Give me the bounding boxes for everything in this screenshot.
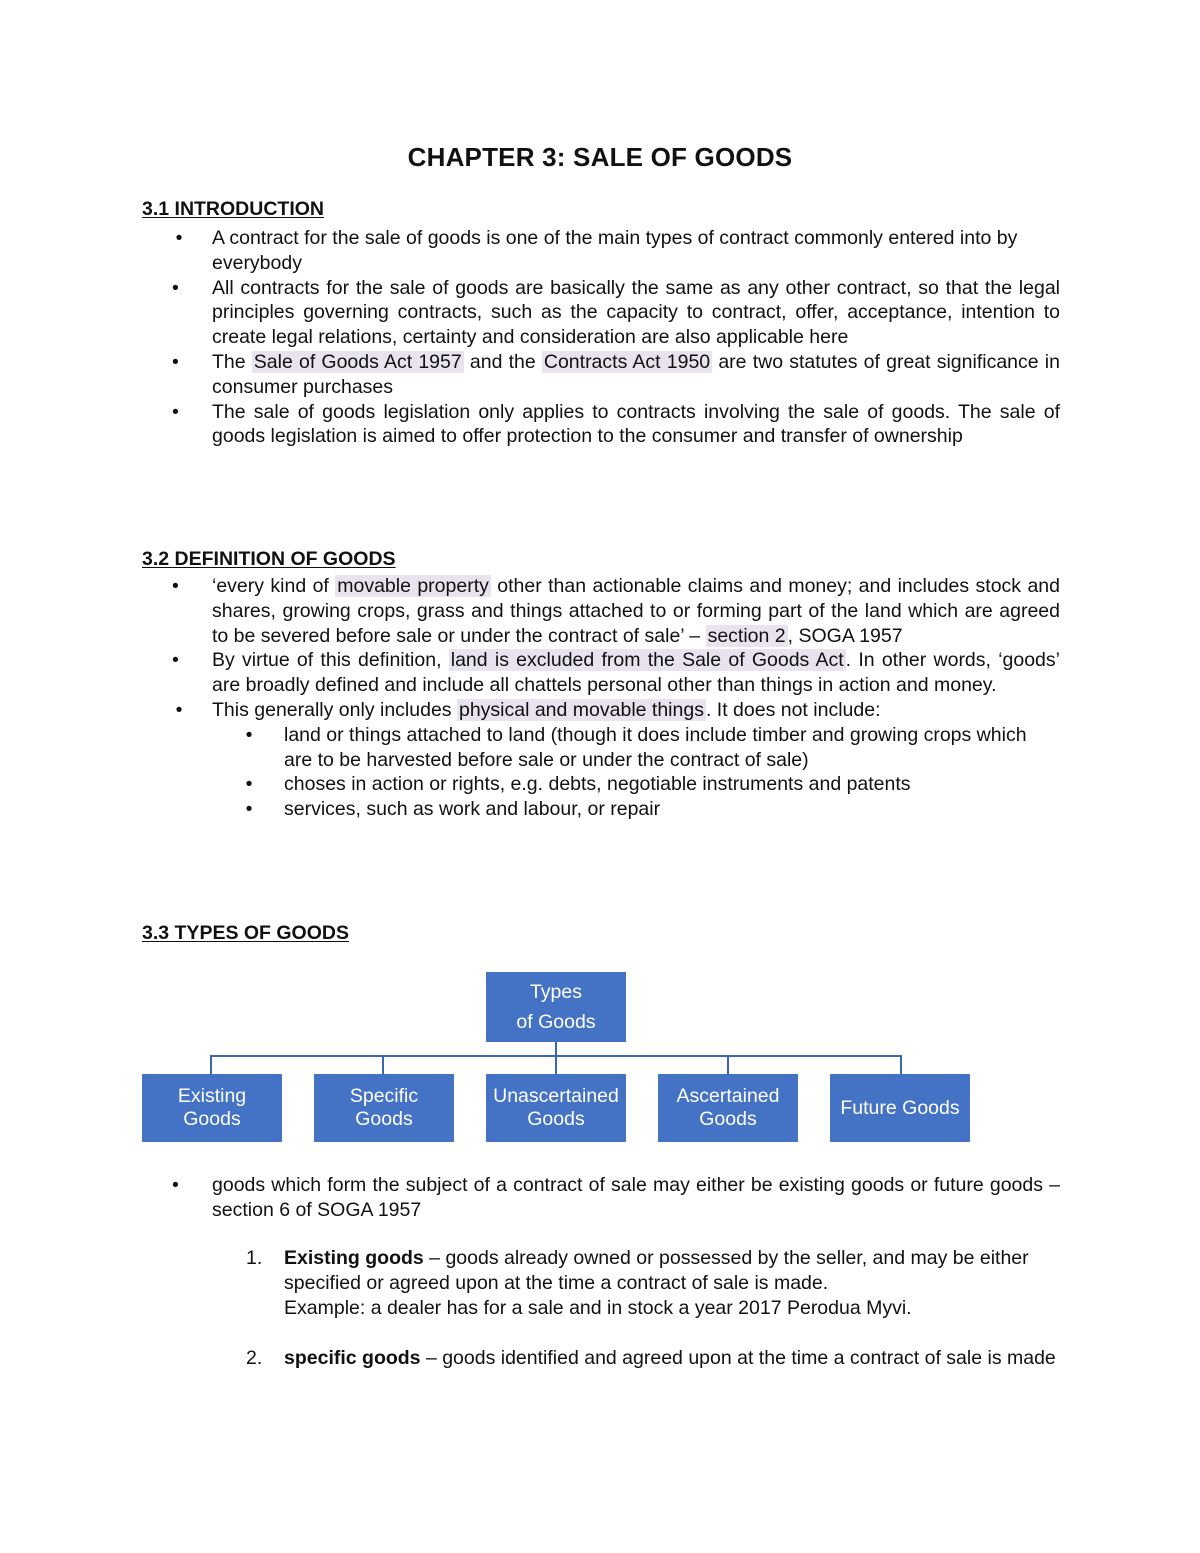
numbered-item-specific-goods: 2. specific goods – goods identified and agreed upon at the time a contract of sale is made (246, 1347, 1056, 1369)
sub-list-item: • services, such as work and labour, or repair (142, 797, 1060, 822)
list-item: • This generally only includes physical and movable things . It does not include: • land or things attached to land (though it does include timber and growing crops which are to be harvested before sale or under the contract of sale) • choses in action or rights, e.g. debts, negotiable instruments and patents • services, such as work and labour, or repair (142, 698, 1060, 822)
bullet-icon: • (172, 649, 179, 672)
sub-list-item: • land or things attached to land (though it does include timber and growing crops which are to be harvested before sale or under the contract of sale) (142, 723, 1060, 773)
connector-line (382, 1055, 384, 1074)
list-item: • goods which form the subject of a contract of sale may either be existing goods or future goods – section 6 of SOGA 1957 (172, 1174, 1060, 1221)
connector-line (555, 1055, 557, 1074)
bullet-icon: • (245, 798, 253, 821)
section-heading-introduction: 3.1 INTRODUCTION (142, 198, 325, 220)
introduction-list (142, 226, 1060, 449)
list-item: • The Sale of Goods Act 1957 and the Contracts Act 1950 are two statutes of great significance in consumer purchases (172, 350, 1060, 398)
list-item: • By virtue of this definition, land is excluded from the Sale of Goods Act . In other words, ‘goods’ are broadly defined and include all chattels personal other than things in action and money. (172, 649, 1060, 697)
page-title: CHAPTER 3: SALE OF GOODS (407, 142, 793, 172)
bullet-icon: • (172, 350, 179, 373)
connector-line (555, 1042, 557, 1056)
bullet-icon: • (172, 1174, 179, 1196)
list-item: • ‘every kind of movable property other than actionable claims and money; and includes stock and shares, growing crops, grass and things attached to or forming part of the land which are agreed to be severed before sale or under the contract of sale’ – section 2 , SOGA 1957 (172, 575, 1060, 647)
bullet-icon: • (172, 276, 179, 299)
bullet-icon: • (245, 773, 253, 796)
connector-line (210, 1055, 212, 1074)
numbered-item-existing-goods: 1. Existing goods – goods already owned or possessed by the seller, and may be either specified or agreed upon at the time a contract of sale is made. Example: a dealer has for a sale and in stock a year 2017 Perodua Myvi. (142, 1246, 1060, 1320)
diagram-box-specific-goods: Specific Goods (314, 1074, 454, 1142)
connector-line (900, 1055, 902, 1074)
highlight-contracts-act: Contracts Act 1950 (543, 350, 711, 373)
sub-list-item: • choses in action or rights, e.g. debts, negotiable instruments and patents (142, 772, 1060, 797)
section-heading-types: 3.3 TYPES OF GOODS (142, 922, 349, 944)
exclusions-sublist (212, 723, 1060, 822)
list-item: • A contract for the sale of goods is one of the main types of contract commonly entered into by everybody (142, 226, 1060, 276)
section-heading-definition: 3.2 DEFINITION OF GOODS (142, 548, 396, 570)
diagram-box-unascertained-goods: Unascertained Goods (486, 1074, 626, 1142)
bullet-icon: • (175, 698, 183, 721)
highlight-movable-property: movable property (337, 575, 489, 597)
highlight-land-excluded: land is excluded from the Sale of Goods Act (450, 649, 844, 672)
types-numbered-list (142, 1246, 1060, 1320)
bullet-icon: • (175, 227, 183, 249)
highlight-physical-movable: physical and movable things (458, 698, 704, 721)
diagram-root-box: Types of Goods (486, 972, 626, 1042)
list-item: • All contracts for the sale of goods are basically the same as any other contract, so that the legal principles governing contracts, such as the capacity to contract, offer, acceptance, intention to create legal relations, certainty and consideration are also applicable here (172, 276, 1060, 349)
example-text: Example: a dealer has for a sale and in stock a year 2017 Perodua Myvi. (284, 1296, 912, 1319)
diagram-box-existing-goods: Existing Goods (142, 1074, 282, 1142)
diagram-box-future-goods: Future Goods (830, 1074, 970, 1142)
highlight-sale-of-goods-act: Sale of Goods Act 1957 (253, 350, 462, 373)
types-list (142, 1173, 1060, 1223)
bullet-icon: • (245, 723, 253, 746)
types-numbered-list-2 (142, 1346, 1060, 1371)
diagram-box-ascertained-goods: Ascertained Goods (658, 1074, 798, 1142)
highlight-section-2: section 2 (707, 624, 786, 647)
definition-list (142, 574, 1060, 822)
bullet-icon: • (172, 575, 179, 597)
connector-line (210, 1055, 902, 1057)
list-item: • The sale of goods legislation only applies to contracts involving the sale of goods. The sale of goods legislation is aimed to offer protection to the consumer and transfer of ownership (172, 400, 1060, 448)
bullet-icon: • (172, 400, 179, 423)
connector-line (727, 1055, 729, 1074)
